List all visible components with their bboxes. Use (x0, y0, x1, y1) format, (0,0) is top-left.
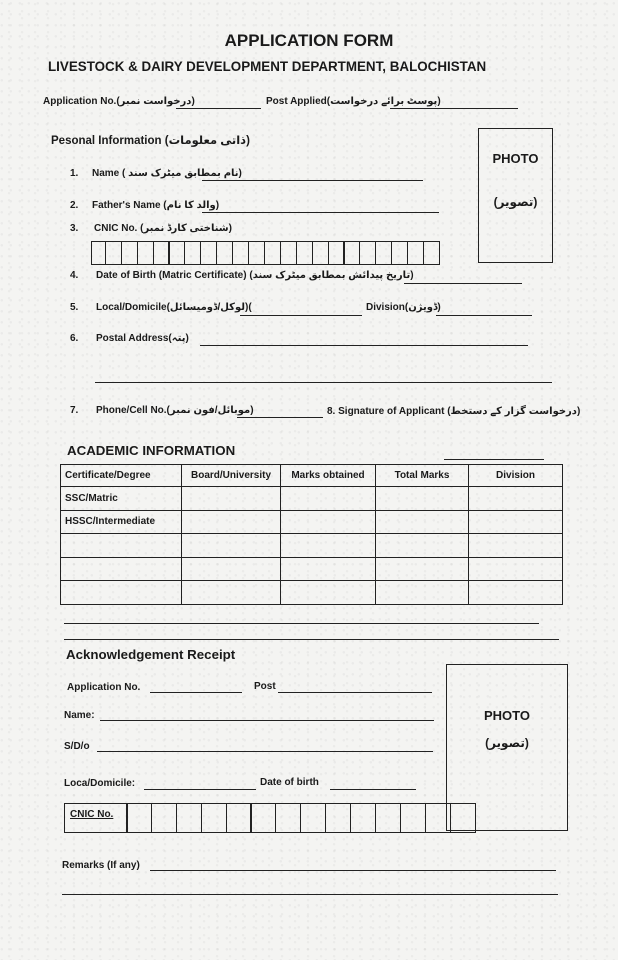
domicile-field[interactable] (240, 315, 362, 316)
photo-box[interactable] (478, 128, 553, 263)
application-no-field[interactable] (176, 108, 261, 109)
item-7-number: 7. (70, 405, 79, 416)
photo-urdu-label: (تصویر) (493, 195, 538, 209)
receipt-name-label: Name: (64, 710, 95, 721)
application-no-label: Application No.(درخواست نمبر) (43, 96, 195, 107)
table-cell[interactable] (469, 510, 563, 534)
father-name-label: Father's Name (والد کا نام) (92, 200, 220, 211)
table-cell[interactable] (182, 534, 281, 558)
table-cell[interactable] (182, 510, 281, 534)
cnic-label: CNIC No. (شناختی کارڈ نمبر) (94, 223, 232, 234)
table-cell[interactable] (182, 557, 281, 581)
column-marks-obtained: Marks obtained (281, 465, 376, 487)
signature-label: 8. Signature of Applicant (درخواست گزار کے دستخط) (327, 406, 581, 417)
item-2-number: 2. (70, 200, 79, 211)
table-cell[interactable] (469, 534, 563, 558)
postal-address-field-line-2[interactable] (95, 382, 552, 383)
receipt-domicile-field[interactable] (144, 789, 256, 790)
phone-label: Phone/Cell No.(موبائل/فون نمبر) (96, 405, 254, 416)
name-label: Name ( نام بمطابق میٹرک سند) (92, 168, 242, 179)
table-row (61, 487, 563, 511)
postal-address-field[interactable] (200, 345, 528, 346)
table-cell[interactable] (281, 510, 376, 534)
column-certificate: Certificate/Degree (61, 465, 182, 487)
table-cell[interactable] (281, 557, 376, 581)
dob-label: Date of Birth (Matric Certificate) (تاریخ پیدائش بمطابق میٹرک سند) (96, 270, 414, 281)
receipt-remarks-field-line-2[interactable] (62, 894, 558, 895)
table-cell[interactable] (469, 487, 563, 511)
post-applied-field[interactable] (390, 108, 518, 109)
column-total-marks: Total Marks (376, 465, 469, 487)
signature-field[interactable] (444, 459, 544, 460)
table-row (61, 557, 563, 581)
personal-info-heading: Pesonal Information (ذاتی معلومات) (51, 135, 250, 147)
receipt-photo-urdu-label: (تصویر) (485, 736, 529, 750)
item-6-number: 6. (70, 333, 79, 344)
row-label-hssc: HSSC/Intermediate (61, 510, 182, 534)
receipt-dob-field[interactable] (330, 789, 416, 790)
photo-label: PHOTO (492, 151, 539, 166)
receipt-sdo-label: S/D/o (64, 741, 90, 752)
table-cell[interactable] (469, 557, 563, 581)
item-5-number: 5. (70, 302, 79, 313)
table-cell[interactable] (61, 581, 182, 605)
receipt-post-field[interactable] (278, 692, 432, 693)
division-field[interactable] (436, 315, 532, 316)
table-row (61, 510, 563, 534)
table-cell[interactable] (376, 487, 469, 511)
table-cell[interactable] (281, 534, 376, 558)
receipt-application-no-label: Application No. (67, 682, 141, 693)
receipt-cnic-label: CNIC No. (70, 809, 114, 820)
form-title: APPLICATION FORM (224, 31, 394, 50)
post-applied-label: Post Applied(پوسٹ برائے درخواست) (266, 96, 441, 107)
receipt-remarks-field[interactable] (150, 870, 556, 871)
table-cell[interactable] (281, 487, 376, 511)
receipt-dob-label: Date of birth (260, 777, 319, 788)
table-cell[interactable] (376, 557, 469, 581)
academic-info-heading: ACADEMIC INFORMATION (67, 443, 236, 458)
academic-table-header (61, 465, 563, 487)
receipt-photo-label: PHOTO (484, 708, 530, 723)
table-cell[interactable] (376, 510, 469, 534)
receipt-remarks-label: Remarks (If any) (62, 860, 140, 871)
table-row (61, 534, 563, 558)
postal-address-label: Postal Address(پتہ) (96, 333, 189, 344)
receipt-domicile-label: Loca/Domicile: (64, 778, 136, 789)
table-cell[interactable] (469, 581, 563, 605)
table-cell[interactable] (376, 581, 469, 605)
column-board: Board/University (182, 465, 281, 487)
table-cell[interactable] (61, 557, 182, 581)
receipt-name-field[interactable] (100, 720, 434, 721)
table-cell[interactable] (281, 581, 376, 605)
dob-field[interactable] (404, 283, 522, 284)
row-label-ssc: SSC/Matric (61, 487, 182, 511)
item-1-number: 1. (70, 168, 79, 179)
receipt-sdo-field[interactable] (97, 751, 433, 752)
table-cell[interactable] (61, 534, 182, 558)
cnic-input-cells[interactable] (92, 241, 440, 265)
receipt-cnic-input-cells[interactable] (127, 803, 476, 833)
receipt-cnic-label-box (64, 803, 128, 833)
receipt-heading: Acknowledgement Receipt (66, 647, 236, 662)
department-name: LIVESTOCK & DAIRY DEVELOPMENT DEPARTMENT, BALOCHISTAN (48, 59, 487, 74)
phone-field[interactable] (237, 417, 323, 418)
table-cell[interactable] (182, 487, 281, 511)
column-division: Division (469, 465, 563, 487)
table-cell[interactable] (376, 534, 469, 558)
item-3-number: 3. (70, 223, 79, 234)
receipt-application-no-field[interactable] (150, 692, 242, 693)
receipt-post-label: Post (254, 681, 276, 692)
father-name-field[interactable] (202, 212, 439, 213)
name-field[interactable] (202, 180, 423, 181)
academic-table (60, 464, 563, 605)
table-row (61, 581, 563, 605)
divider-line (64, 639, 559, 640)
table-cell[interactable] (182, 581, 281, 605)
division-label: Division(ڈویژن) (366, 302, 441, 313)
divider-line (64, 623, 539, 624)
domicile-label: Local/Domicile(لوکل/ڈومیسائل)( (96, 302, 252, 313)
item-4-number: 4. (70, 270, 79, 281)
